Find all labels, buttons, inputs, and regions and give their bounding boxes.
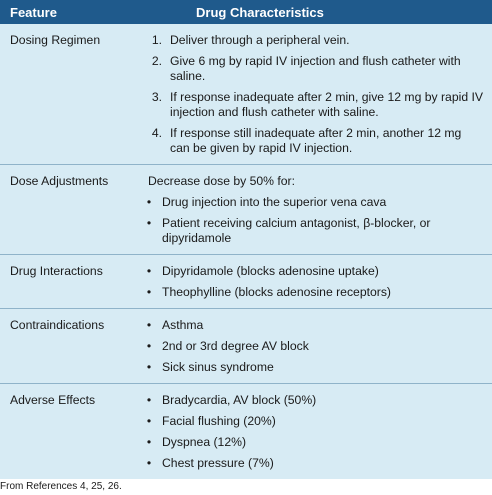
bullet-marker: • (146, 360, 152, 374)
bullet-list (140, 195, 484, 246)
list-item (140, 216, 484, 246)
item-text: Dipyridamole (blocks adenosine uptake) (162, 264, 379, 278)
item-text: Facial flushing (20%) (162, 414, 276, 428)
feature-cell: Dosing Regimen (10, 33, 101, 47)
table-row (0, 164, 492, 254)
table-row (0, 308, 492, 383)
bullet-marker: • (146, 456, 152, 470)
feature-cell: Contraindications (10, 318, 105, 332)
list-item (140, 318, 484, 333)
item-text: Give 6 mg by rapid IV injection and flush catheter with saline. (170, 54, 461, 83)
list-item (140, 360, 484, 375)
cell-intro-text: Decrease dose by 50% for: (148, 174, 296, 188)
bullet-marker: • (146, 318, 152, 332)
item-text: If response inadequate after 2 min, give 12 mg by rapid IV injection and flush catheter with saline. (170, 90, 483, 119)
list-item (140, 435, 484, 450)
bullet-marker: • (146, 216, 152, 230)
header-feature: Feature (10, 4, 57, 20)
item-text: Theophylline (blocks adenosine receptors) (162, 285, 391, 299)
item-text: 2nd or 3rd degree AV block (162, 339, 309, 353)
item-text: Deliver through a peripheral vein. (170, 33, 350, 47)
list-item (140, 54, 484, 84)
item-number: 4. (151, 126, 162, 140)
item-text: Drug injection into the superior vena cava (162, 195, 387, 209)
characteristics-cell (140, 255, 492, 308)
item-text: Patient receiving calcium antagonist, β-blocker, or dipyridamole (162, 216, 431, 245)
numbered-list (140, 33, 484, 156)
table-header (0, 0, 492, 24)
bullet-marker: • (146, 339, 152, 353)
list-item (140, 393, 484, 408)
item-text: Chest pressure (7%) (162, 456, 274, 470)
item-number: 3. (151, 90, 162, 104)
list-item (140, 456, 484, 471)
bullet-marker: • (146, 393, 152, 407)
list-item (140, 285, 484, 300)
bullet-marker: • (146, 435, 152, 449)
table-row (0, 24, 492, 164)
characteristics-cell (140, 24, 492, 164)
bullet-list (140, 318, 484, 375)
list-item (140, 126, 484, 156)
list-item (140, 264, 484, 279)
bullet-marker: • (146, 285, 152, 299)
feature-cell: Dose Adjustments (10, 174, 109, 188)
item-number: 1. (151, 33, 162, 47)
item-text: Bradycardia, AV block (50%) (162, 393, 317, 407)
item-text: If response still inadequate after 2 min, another 12 mg can be given by rapid IV injection. (170, 126, 462, 155)
characteristics-cell (140, 309, 492, 383)
bullet-list (140, 264, 484, 300)
feature-cell: Drug Interactions (10, 264, 103, 278)
list-item (140, 33, 484, 48)
footnote: From References 4, 25, 26. (0, 481, 122, 492)
table-row (0, 254, 492, 308)
item-text: Sick sinus syndrome (162, 360, 274, 374)
item-number: 2. (151, 54, 162, 68)
header-drug-characteristics: Drug Characteristics (196, 4, 324, 20)
feature-cell: Adverse Effects (10, 393, 96, 407)
table-row (0, 383, 492, 479)
item-text: Dyspnea (12%) (162, 435, 246, 449)
list-item (140, 90, 484, 120)
list-item (140, 414, 484, 429)
characteristics-cell (140, 384, 492, 479)
list-item (140, 195, 484, 210)
item-text: Asthma (162, 318, 204, 332)
bullet-marker: • (146, 195, 152, 209)
bullet-marker: • (146, 264, 152, 278)
bullet-marker: • (146, 414, 152, 428)
characteristics-cell (140, 165, 492, 254)
bullet-list (140, 393, 484, 471)
table-body (0, 24, 492, 479)
list-item (140, 339, 484, 354)
